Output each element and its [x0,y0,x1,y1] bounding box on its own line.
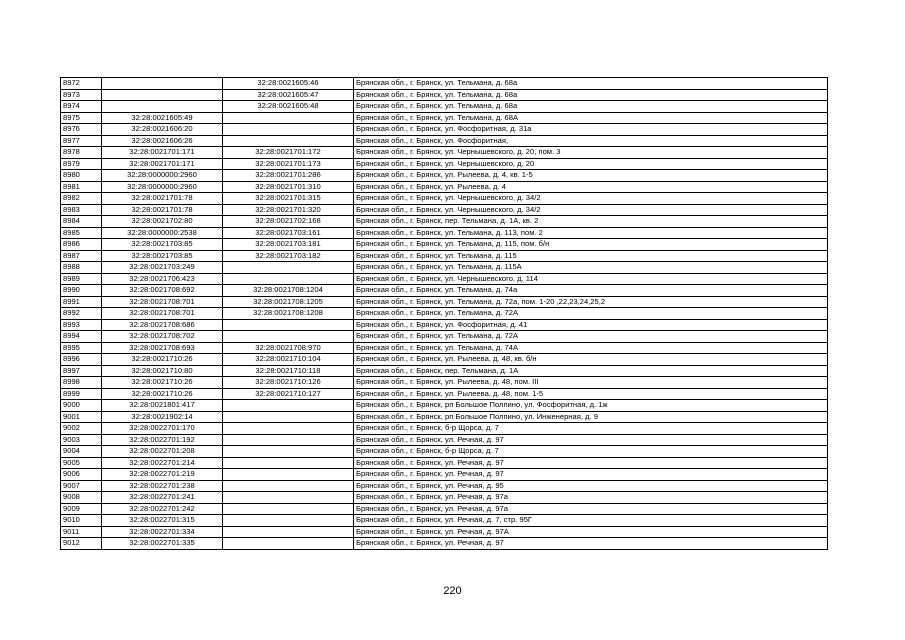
row-number-cell: 8994 [61,331,102,343]
object-cadastral-number-cell: 32:28:0021701:310 [223,181,354,193]
row-number-cell: 8988 [61,262,102,274]
object-cadastral-number-cell [223,423,354,435]
object-cadastral-number-cell [223,262,354,274]
parcel-cadastral-number-cell: 32:28:0021702:80 [102,216,223,228]
row-number-cell: 8997 [61,365,102,377]
row-number-cell: 8981 [61,181,102,193]
address-cell: Брянская обл., г. Брянск, ул. Чернышевского, д. 114 [354,273,828,285]
object-cadastral-number-cell [223,480,354,492]
object-cadastral-number-cell [223,503,354,515]
row-number-cell: 8980 [61,170,102,182]
row-number-cell: 8979 [61,158,102,170]
table-row [61,285,828,297]
object-cadastral-number-cell [223,112,354,124]
object-cadastral-number-cell: 32:28:0021708:1205 [223,296,354,308]
table-row [61,538,828,550]
address-cell: Брянская обл., г. Брянск, ул. Фосфоритная, д. 31а [354,124,828,136]
parcel-cadastral-number-cell: 32:28:0021606:20 [102,124,223,136]
parcel-cadastral-number-cell: 32:28:0021605:49 [102,112,223,124]
parcel-cadastral-number-cell: 32:28:0022701:238 [102,480,223,492]
object-cadastral-number-cell: 32:28:0021702:168 [223,216,354,228]
cadastral-table [60,77,828,550]
row-number-cell: 9010 [61,515,102,527]
row-number-cell: 9003 [61,434,102,446]
address-cell: Брянская обл., г. Брянск, пер. Тельмана, д. 1А, кв. 2 [354,216,828,228]
object-cadastral-number-cell [223,319,354,331]
address-cell: Брянская обл., г. Брянск, ул. Речная, д. 97А [354,526,828,538]
row-number-cell: 8995 [61,342,102,354]
row-number-cell: 8985 [61,227,102,239]
parcel-cadastral-number-cell: 32:28:0021708:692 [102,285,223,297]
parcel-cadastral-number-cell [102,89,223,101]
address-cell: Брянская обл., г. Брянск, ул. Речная, д. 97а [354,503,828,515]
address-cell: Брянская обл., г. Брянск, ул. Тельмана, д. 74А [354,342,828,354]
table-row [61,170,828,182]
table-row [61,204,828,216]
table-row [61,193,828,205]
table-row [61,480,828,492]
address-cell: Брянская обл., г. Брянск, ул. Тельмана, д. 115А [354,262,828,274]
address-cell: Брянская обл., г. Брянск, ул. Рылеева, д. 48, пом. III [354,377,828,389]
table-row [61,239,828,251]
row-number-cell: 9002 [61,423,102,435]
row-number-cell: 8998 [61,377,102,389]
parcel-cadastral-number-cell: 32:28:0021710:26 [102,388,223,400]
object-cadastral-number-cell: 32:28:0021703:182 [223,250,354,262]
object-cadastral-number-cell: 32:28:0021710:118 [223,365,354,377]
row-number-cell: 9005 [61,457,102,469]
address-cell: Брянская обл., г. Брянск, ул. Фосфоритная, д. 41 [354,319,828,331]
table-row [61,503,828,515]
parcel-cadastral-number-cell: 32:28:0021708:701 [102,308,223,320]
table-row [61,181,828,193]
address-cell: Брянская обл., г. Брянск, ул. Тельмана, д. 113, пом. 2 [354,227,828,239]
object-cadastral-number-cell [223,434,354,446]
parcel-cadastral-number-cell: 32:28:0021708:701 [102,296,223,308]
table-row [61,135,828,147]
object-cadastral-number-cell [223,135,354,147]
address-cell: Брянская обл., г. Брянск, ул. Речная, д. 97 [354,457,828,469]
parcel-cadastral-number-cell: 32:28:0021703:85 [102,250,223,262]
parcel-cadastral-number-cell: 32:28:0021902:14 [102,411,223,423]
parcel-cadastral-number-cell: 32:28:0022701:242 [102,503,223,515]
object-cadastral-number-cell: 32:28:0021708:970 [223,342,354,354]
row-number-cell: 9000 [61,400,102,412]
object-cadastral-number-cell [223,273,354,285]
row-number-cell: 8978 [61,147,102,159]
address-cell: Брянская обл., г. Брянск, ул. Тельмана, д. 72а, пом. 1-20 ,22,23,24,25,2 [354,296,828,308]
object-cadastral-number-cell [223,538,354,550]
parcel-cadastral-number-cell: 32:28:0021708:702 [102,331,223,343]
row-number-cell: 9001 [61,411,102,423]
row-number-cell: 9004 [61,446,102,458]
row-number-cell: 8982 [61,193,102,205]
table-row [61,400,828,412]
table-row [61,319,828,331]
parcel-cadastral-number-cell: 32:28:0021701:78 [102,204,223,216]
row-number-cell: 8976 [61,124,102,136]
table-row [61,331,828,343]
address-cell: Брянская обл., г. Брянск, ул. Речная, д. 95 [354,480,828,492]
address-cell: Брянская обл., г. Брянск, ул. Тельмана, д. 68а [354,89,828,101]
object-cadastral-number-cell: 32:28:0021710:126 [223,377,354,389]
address-cell: Брянская обл., г. Брянск, б-р Щорса, д. 7 [354,446,828,458]
address-cell: Брянская обл., г. Брянск, ул. Рылеева, д. 4 [354,181,828,193]
object-cadastral-number-cell: 32:28:0021605:46 [223,78,354,90]
address-cell: Брянская обл., г. Брянск, ул. Фосфоритная, [354,135,828,147]
table-row [61,526,828,538]
parcel-cadastral-number-cell: 32:28:0000000:2538 [102,227,223,239]
table-row [61,457,828,469]
address-cell: Брянская обл., г. Брянск, рп Большое Полпино, ул. Инженерная, д. 9 [354,411,828,423]
row-number-cell: 9012 [61,538,102,550]
address-cell: Брянская обл., г. Брянск, ул. Тельмана, д. 68А [354,112,828,124]
table-row [61,515,828,527]
row-number-cell: 8984 [61,216,102,228]
parcel-cadastral-number-cell: 32:28:0021801:417 [102,400,223,412]
row-number-cell: 9008 [61,492,102,504]
row-number-cell: 8993 [61,319,102,331]
table-row [61,124,828,136]
object-cadastral-number-cell: 32:28:0021605:47 [223,89,354,101]
address-cell: Брянская обл., г. Брянск, ул. Рылеева, д. 48, кв. б/н [354,354,828,366]
parcel-cadastral-number-cell: 32:28:0022701:214 [102,457,223,469]
address-cell: Брянская обл., г. Брянск, ул. Рылеева, д. 48, пом. 1-5 [354,388,828,400]
parcel-cadastral-number-cell: 32:28:0021708:693 [102,342,223,354]
address-cell: Брянская обл., г. Брянск, ул. Речная, д. 7, стр. 95Г [354,515,828,527]
row-number-cell: 8972 [61,78,102,90]
address-cell: Брянская обл., г. Брянск, ул. Тельмана, д. 115, пом. б/н [354,239,828,251]
object-cadastral-number-cell [223,446,354,458]
parcel-cadastral-number-cell: 32:28:0021703:85 [102,239,223,251]
row-number-cell: 8974 [61,101,102,113]
object-cadastral-number-cell [223,411,354,423]
object-cadastral-number-cell [223,526,354,538]
parcel-cadastral-number-cell: 32:28:0022701:241 [102,492,223,504]
object-cadastral-number-cell [223,400,354,412]
table-row [61,308,828,320]
parcel-cadastral-number-cell: 32:28:0021706:423 [102,273,223,285]
address-cell: Брянская обл., г. Брянск, ул. Речная, д. 97 [354,434,828,446]
object-cadastral-number-cell [223,124,354,136]
table-row [61,158,828,170]
table-row [61,216,828,228]
address-cell: Брянская обл., г. Брянск, б-р Щорса, д. 7 [354,423,828,435]
object-cadastral-number-cell: 32:28:0021701:172 [223,147,354,159]
address-cell: Брянская обл., г. Брянск, ул. Речная, д. 97а [354,492,828,504]
table-row [61,411,828,423]
table-row [61,89,828,101]
address-cell: Брянская обл., г. Брянск, ул. Тельмана, д. 72А [354,331,828,343]
object-cadastral-number-cell [223,331,354,343]
table-row [61,365,828,377]
address-cell: Брянская обл., г. Брянск, пер. Тельмана, д. 1А [354,365,828,377]
object-cadastral-number-cell: 32:28:0021701:320 [223,204,354,216]
row-number-cell: 9011 [61,526,102,538]
object-cadastral-number-cell: 32:28:0021708:1204 [223,285,354,297]
page-number: 220 [443,585,462,597]
parcel-cadastral-number-cell: 32:28:0021710:80 [102,365,223,377]
table-row [61,354,828,366]
parcel-cadastral-number-cell [102,78,223,90]
parcel-cadastral-number-cell: 32:28:0022701:208 [102,446,223,458]
row-number-cell: 9006 [61,469,102,481]
parcel-cadastral-number-cell: 32:28:0000000:2960 [102,181,223,193]
parcel-cadastral-number-cell: 32:28:0022701:334 [102,526,223,538]
table-row [61,434,828,446]
row-number-cell: 8991 [61,296,102,308]
table-row [61,296,828,308]
row-number-cell: 8999 [61,388,102,400]
table-row [61,250,828,262]
address-cell: Брянская обл., г. Брянск, ул. Речная, д. 97 [354,469,828,481]
table-row [61,262,828,274]
parcel-cadastral-number-cell: 32:28:0021701:171 [102,147,223,159]
table-row [61,227,828,239]
parcel-cadastral-number-cell: 32:28:0021703:249 [102,262,223,274]
object-cadastral-number-cell: 32:28:0021703:181 [223,239,354,251]
object-cadastral-number-cell: 32:28:0021701:315 [223,193,354,205]
row-number-cell: 8990 [61,285,102,297]
table-row [61,492,828,504]
table-row [61,78,828,90]
row-number-cell: 8986 [61,239,102,251]
table-row [61,446,828,458]
row-number-cell: 8983 [61,204,102,216]
row-number-cell: 8989 [61,273,102,285]
parcel-cadastral-number-cell: 32:28:0022701:192 [102,434,223,446]
table-row [61,112,828,124]
object-cadastral-number-cell: 32:28:0021701:286 [223,170,354,182]
table-row [61,377,828,389]
address-cell: Брянская обл., г. Брянск, ул. Чернышевского, д. 20, пом. 3 [354,147,828,159]
address-cell: Брянская обл., г. Брянск, ул. Тельмана, д. 74а [354,285,828,297]
row-number-cell: 8996 [61,354,102,366]
object-cadastral-number-cell: 32:28:0021701:173 [223,158,354,170]
object-cadastral-number-cell: 32:28:0021708:1208 [223,308,354,320]
parcel-cadastral-number-cell: 32:28:0021708:686 [102,319,223,331]
table-row [61,423,828,435]
address-cell: Брянская обл., г. Брянск, ул. Тельмана, д. 68а [354,101,828,113]
object-cadastral-number-cell [223,515,354,527]
row-number-cell: 8977 [61,135,102,147]
address-cell: Брянская обл., г. Брянск, ул. Чернышевского, д. 20 [354,158,828,170]
table-row [61,101,828,113]
object-cadastral-number-cell: 32:28:0021703:161 [223,227,354,239]
parcel-cadastral-number-cell: 32:28:0022701:219 [102,469,223,481]
parcel-cadastral-number-cell: 32:28:0021701:78 [102,193,223,205]
table-row [61,388,828,400]
address-cell: Брянская обл., г. Брянск, ул. Тельмана, д. 115 [354,250,828,262]
row-number-cell: 8987 [61,250,102,262]
address-cell: Брянская обл., г. Брянск, ул. Речная, д. 97 [354,538,828,550]
parcel-cadastral-number-cell: 32:28:0021701:171 [102,158,223,170]
table-row [61,273,828,285]
table-row [61,469,828,481]
object-cadastral-number-cell [223,492,354,504]
parcel-cadastral-number-cell: 32:28:0000000:2960 [102,170,223,182]
address-cell: Брянская обл., г. Брянск, рп Большое Полпино, ул. Фосфоритная, д. 1ж [354,400,828,412]
address-cell: Брянская обл., г. Брянск, ул. Чернышевского, д. 34/2 [354,193,828,205]
row-number-cell: 9009 [61,503,102,515]
parcel-cadastral-number-cell [102,101,223,113]
parcel-cadastral-number-cell: 32:28:0021710:26 [102,354,223,366]
parcel-cadastral-number-cell: 32:28:0022701:335 [102,538,223,550]
object-cadastral-number-cell: 32:28:0021605:48 [223,101,354,113]
row-number-cell: 8992 [61,308,102,320]
parcel-cadastral-number-cell: 32:28:0022701:315 [102,515,223,527]
object-cadastral-number-cell [223,457,354,469]
parcel-cadastral-number-cell: 32:28:0021710:26 [102,377,223,389]
parcel-cadastral-number-cell: 32:28:0021606:26 [102,135,223,147]
address-cell: Брянская обл., г. Брянск, ул. Тельмана, д. 72А [354,308,828,320]
object-cadastral-number-cell: 32:28:0021710:104 [223,354,354,366]
row-number-cell: 8975 [61,112,102,124]
row-number-cell: 8973 [61,89,102,101]
table-body [61,78,828,550]
object-cadastral-number-cell: 32:28:0021710:127 [223,388,354,400]
table-row [61,147,828,159]
address-cell: Брянская обл., г. Брянск, ул. Тельмана, д. 68а [354,78,828,90]
table-row [61,342,828,354]
parcel-cadastral-number-cell: 32:28:0022701:170 [102,423,223,435]
address-cell: Брянская обл., г. Брянск, ул. Чернышевского, д. 34/2 [354,204,828,216]
row-number-cell: 9007 [61,480,102,492]
object-cadastral-number-cell [223,469,354,481]
address-cell: Брянская обл., г. Брянск, ул. Рылеева, д. 4, кв. 1-5 [354,170,828,182]
